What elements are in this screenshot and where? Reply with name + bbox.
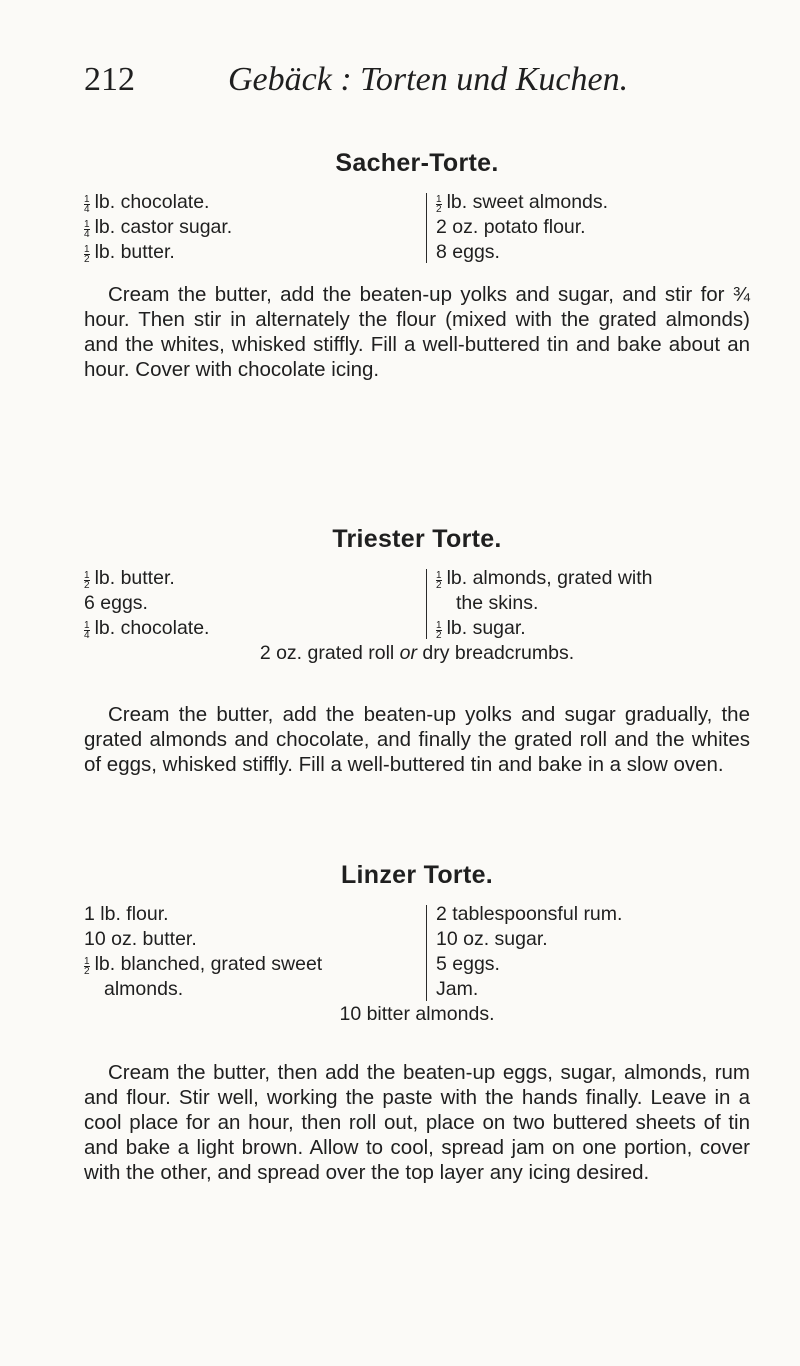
ingredient-line — [84, 927, 414, 952]
recipe-method: Cream the butter, add the beaten-up yolks and sugar gradually, the grated almonds and chocolate, and finally the grated roll and the whites of eggs, whisked stiffly. Fill a well-buttered tin and bake in a slow oven. — [84, 703, 750, 776]
fraction: $\frac{1}{4}$ — [84, 219, 90, 240]
ingredient-footer: 10 bitter almonds. — [339, 1003, 495, 1025]
ingredient-text: lb. chocolate. — [94, 191, 210, 213]
ingredient-line — [84, 190, 414, 215]
ingredient-text: lb. chocolate. — [94, 617, 210, 639]
ingredient-text: lb. butter. — [94, 241, 175, 263]
ingredient-list — [84, 902, 750, 1028]
ingredient-text: the skins. — [456, 592, 539, 614]
ingredient-line — [84, 215, 414, 240]
ingredient-text: almonds. — [104, 978, 184, 1000]
recipe-title: Triester Torte. — [332, 525, 502, 553]
ingredient-column-left — [84, 566, 414, 641]
recipe-triester-torte — [84, 522, 750, 776]
ingredient-text: 10 oz. sugar. — [436, 928, 548, 950]
ingredient-line — [436, 977, 750, 1002]
fraction: $\frac{1}{2}$ — [436, 570, 442, 591]
ingredient-text: lb. sweet almonds. — [446, 191, 609, 213]
recipe-title: Linzer Torte. — [340, 861, 494, 889]
ingredient-column-left — [84, 902, 414, 1002]
fraction: $\frac{1}{4}$ — [84, 194, 90, 215]
ingredient-text: 8 eggs. — [436, 241, 500, 263]
ingredient-text: 6 eggs. — [84, 592, 148, 614]
fraction: $\frac{1}{2}$ — [436, 194, 442, 215]
ingredient-line — [84, 902, 414, 927]
fraction: $\frac{1}{2}$ — [84, 956, 90, 977]
fraction: $\frac{1}{4}$ — [84, 620, 90, 641]
recipe-sacher-torte — [84, 146, 750, 381]
column-divider — [426, 569, 427, 639]
ingredient-text: 2 oz. potato flour. — [436, 216, 586, 238]
recipe-title: Sacher-Torte. — [335, 149, 499, 177]
page-number: 212 — [84, 61, 135, 98]
ingredient-text: lb. castor sugar. — [94, 216, 233, 238]
ingredient-line — [84, 240, 414, 265]
ingredient-line — [436, 927, 750, 952]
ingredient-column-right — [436, 190, 750, 265]
fraction: $\frac{1}{2}$ — [436, 620, 442, 641]
ingredient-line — [436, 215, 750, 240]
ingredient-line — [436, 566, 750, 591]
ingredient-list — [84, 566, 750, 667]
column-divider — [426, 905, 427, 1001]
recipe-linzer-torte — [84, 858, 750, 1184]
ingredient-line — [436, 902, 750, 927]
recipe-method: Cream the butter, then add the beaten-up eggs, sugar, almonds, rum and flour. Stir well, working the paste with the hands finally. Leave in a cool place for an hour, then roll out, place on two buttered sheets of tin and bake a light brown. Allow to cool, spread jam on one portion, cover with the other, and spread over the top layer any icing desired. — [84, 1061, 750, 1184]
ingredient-column-left — [84, 190, 414, 265]
fraction: $\frac{1}{2}$ — [84, 244, 90, 265]
ingredient-text: lb. sugar. — [446, 617, 526, 639]
column-divider — [426, 193, 427, 263]
ingredient-line — [436, 190, 750, 215]
ingredient-text: 10 oz. butter. — [84, 928, 197, 950]
ingredient-list — [84, 190, 750, 266]
ingredient-column-right — [436, 566, 750, 641]
ingredient-line — [84, 566, 414, 591]
ingredient-text: 5 eggs. — [436, 953, 500, 975]
running-title: Gebäck : Torten und Kuchen. — [228, 61, 629, 98]
ingredient-line — [436, 616, 750, 641]
ingredient-column-right — [436, 902, 750, 1002]
ingredient-line — [436, 952, 750, 977]
fraction: $\frac{1}{2}$ — [84, 570, 90, 591]
ingredient-text: lb. butter. — [94, 567, 175, 589]
ingredient-text: 1 lb. flour. — [84, 903, 169, 925]
ingredient-text: 2 tablespoonsful rum. — [436, 903, 623, 925]
ingredient-text: Jam. — [436, 978, 479, 1000]
ingredient-line — [436, 240, 750, 265]
ingredient-text: lb. blanched, grated sweet — [94, 953, 323, 975]
ingredient-line — [84, 616, 414, 641]
ingredient-line — [84, 977, 414, 1002]
ingredient-line — [84, 952, 414, 977]
ingredient-text: lb. almonds, grated with — [446, 567, 653, 589]
ingredient-line — [436, 591, 750, 616]
ingredient-line — [84, 591, 414, 616]
recipe-method: Cream the butter, add the beaten-up yolks and sugar, and stir for ¾ hour. Then stir in alternately the flour (mixed with the grated almonds) and the whites, whisked stiffly. Fill a well-buttered tin and bake about an hour. Cover with chocolate icing. — [84, 283, 750, 381]
ingredient-footer: 2 oz. grated roll or dry breadcrumbs. — [259, 642, 575, 664]
